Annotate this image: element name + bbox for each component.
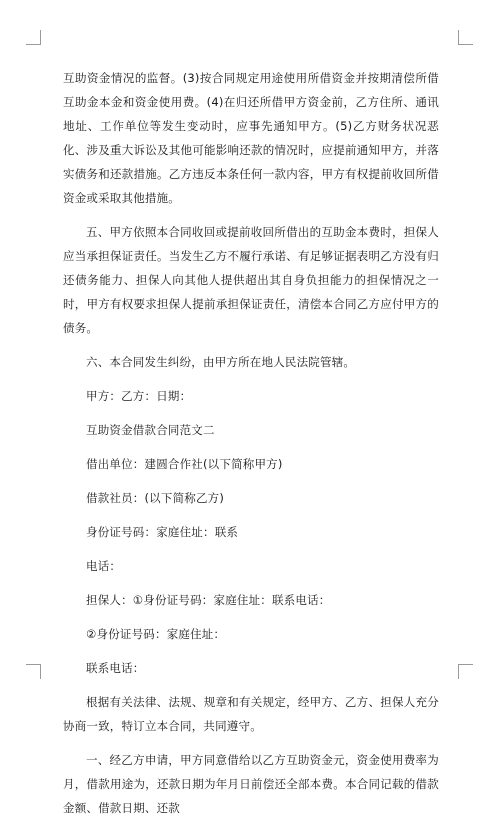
lender-line: 借出单位：建圆合作社(以下简称甲方) bbox=[86, 457, 283, 471]
guarantor-line-1: 担保人：①身份证号码：家庭住址：联系电话： bbox=[86, 593, 331, 607]
signature-line: 甲方：乙方：日期： bbox=[86, 389, 192, 403]
borrower-id-line: 身份证号码：家庭住址：联系 bbox=[86, 525, 239, 539]
guarantor-phone-line: 联系电话： bbox=[86, 661, 145, 675]
crop-mark-top-left bbox=[26, 30, 41, 45]
crop-mark-bottom-left bbox=[26, 664, 41, 679]
borrower-line: 借款社员：(以下简称乙方) bbox=[86, 491, 225, 505]
phone-line: 电话： bbox=[86, 559, 122, 573]
guarantor-line-2: ②身份证号码：家庭住址： bbox=[86, 627, 226, 641]
paragraph-clause-1: 一、经乙方申请，甲方同意借给以乙方互助资金元，资金使用费率为月，借款用途为，还款日期为年月日前偿还全部本费。本合同记载的借款金额、借款日期、还款 bbox=[63, 753, 439, 815]
paragraph-clause-6: 六、本合同发生纠纷，由甲方所在地人民法院管辖。 bbox=[86, 355, 356, 369]
paragraph-preamble: 根据有关法律、法规、规章和有关规定，经甲方、乙方、担保人充分协商一致，特订立本合同，共同遵守。 bbox=[63, 695, 439, 733]
crop-mark-top-right bbox=[458, 30, 473, 45]
paragraph-clause-5: 五、甲方依照本合同收回或提前收回所借出的互助金本费时，担保人应当承担保证责任。当发生乙方不履行承诺、有足够证据表明乙方没有归还债务能力、担保人向其他人提供超出其自身负担能力的担保情况之一时，甲方有权要求担保人提前承担保证责任，清偿本合同乙方应付甲方的债务。 bbox=[63, 225, 439, 335]
section-title: 互助资金借款合同范文二 bbox=[86, 423, 215, 437]
paragraph-borrower-obligations: 互助资金情况的监督。(3)按合同规定用途使用所借资金并按期清偿所借互助金本金和资金使用费。(4)在归还所借甲方资金前，乙方住所、通讯地址、工作单位等发生变动时，应事先通知甲方。(5)乙方财务状况恶化、涉及重大诉讼及其他可能影响还款的情况时，应提前通知甲方，并落实债务和还款措施。乙方违反本条任何一款内容，甲方有权提前收回所借资金或采取其他措施。 bbox=[63, 71, 439, 205]
crop-mark-bottom-right bbox=[458, 664, 473, 679]
